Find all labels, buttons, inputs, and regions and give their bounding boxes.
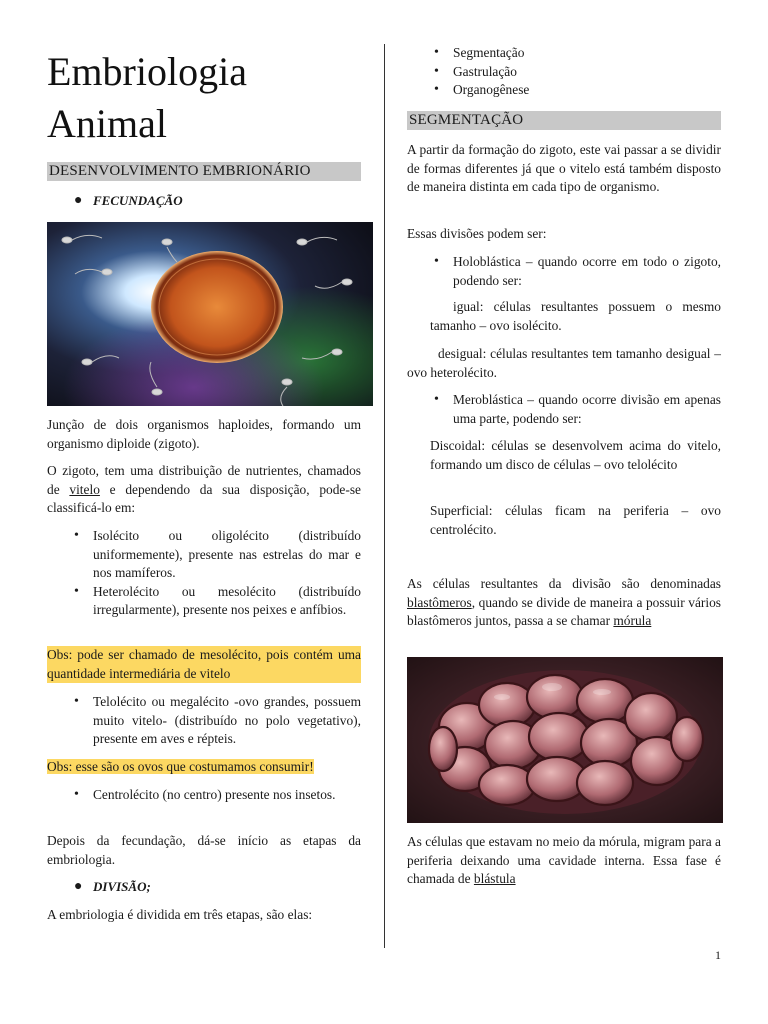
bullet-icon: • <box>434 254 439 269</box>
fertilization-image <box>47 222 373 406</box>
paragraph-etapas: A embriologia é dividida em três etapas, são elas: <box>47 907 313 922</box>
paragraph-desigual: desigual: células resultantes tem tamanho desigual – ovo heterolécito. <box>407 346 721 380</box>
bullet-icon: ● <box>74 193 83 208</box>
section-header-desenvolvimento: DESENVOLVIMENTO EMBRIONÁRIO <box>47 162 361 181</box>
paragraph-discoidal: Discoidal: células se desenvolvem acima do vitelo, formando um disco de células – ovo telolécito <box>430 438 721 472</box>
column-divider <box>384 44 385 948</box>
morula-image <box>407 657 723 823</box>
term-blastula: blástula <box>473 871 516 886</box>
paragraph-blastomeros: As células resultantes da divisão são denominadas blastômeros, quando se divide de maneira a possuir vários blastômeros juntos, passa a se chamar mórula <box>407 576 721 628</box>
title-line-1: Embriologia <box>47 49 247 94</box>
list-item-heterolecito: • Heterolécito ou mesolécito (distribuído irregularmente), presente nos peixes e anfíbios. <box>74 583 361 617</box>
list-item-step: • Segmentação <box>407 44 721 63</box>
bullet-icon: • <box>74 583 79 599</box>
meroblastica-list <box>407 391 721 428</box>
bullet-icon: • <box>74 787 79 802</box>
list-item-holoblastica: • Holoblástica – quando ocorre em todo o zigoto, podendo ser: <box>434 254 721 288</box>
bullet-icon: • <box>434 45 439 60</box>
list-item-centrolecito: • Centrolécito (no centro) presente nos insetos. <box>47 786 361 805</box>
holoblastica-list <box>407 253 721 290</box>
list-item-telolecito: • Telolécito ou megalécito -ovo grandes, possuem muito vitelo- (distribuído no polo vegetativo), presente em aves e répteis. <box>74 694 361 746</box>
term-morula: mórula <box>613 613 652 628</box>
page-number: 1 <box>715 948 721 962</box>
bullet-icon: • <box>74 694 79 709</box>
paragraph-igual: igual: células resultantes possuem o mesmo tamanho – ovo isolécito. <box>430 299 721 333</box>
paragraph-formacao: A partir da formação do zigoto, este vai passar a se dividir de formas diferentes já que o vitelo está também disposto de maneira distinta em cada tipo de organismo. <box>407 142 721 194</box>
bullet-icon: • <box>434 392 439 407</box>
divisao-heading: ● DIVISÃO; <box>47 878 361 897</box>
egg-type-list-2 <box>47 693 361 749</box>
paragraph-blastula: As células que estavam no meio da mórula, migram para a periferia deixando uma cavidade interna. Essa fase é chamada de blástula <box>407 834 721 886</box>
paragraph-zigoto: O zigoto, tem uma distribuição de nutrientes, chamados de vitelo e dependendo da sua disposição, pode-se classificá-lo em: <box>47 463 361 515</box>
bullet-icon: • <box>434 82 439 97</box>
morula-illustration <box>407 657 723 823</box>
fecundacao-heading: ● FECUNDAÇÃO <box>47 192 361 211</box>
obs-note-ovos: Obs: esse são os ovos que costumamos consumir! <box>47 759 314 774</box>
steps-list <box>407 44 721 100</box>
egg-type-list-1 <box>47 527 361 620</box>
list-item-step: • Organogênese <box>407 81 721 100</box>
term-blastomeros: blastômeros <box>407 594 472 610</box>
list-item-isolecito: • Isolécito ou oligolécito (distribuído uniformemente), presente nas estrelas do mar e nos mamíferos. <box>74 528 361 580</box>
obs-note-mesolecito: Obs: pode ser chamado de mesolécito, pois contém uma quantidade intermediária de vitelo <box>47 646 361 683</box>
bullet-icon: • <box>74 528 79 543</box>
fertilization-illustration <box>47 222 373 406</box>
list-item-meroblastica: • Meroblástica – quando ocorre divisão em apenas uma parte, podendo ser: <box>434 392 721 426</box>
title-line-2: Animal <box>47 101 167 146</box>
paragraph-divisoes: Essas divisões podem ser: <box>407 226 547 241</box>
paragraph-depois: Depois da fecundação, dá-se início as etapas da embriologia. <box>47 833 361 867</box>
list-item-step: • Gastrulação <box>407 63 721 82</box>
bullet-icon: ● <box>74 879 83 894</box>
section-header-segmentacao: SEGMENTAÇÃO <box>407 111 721 130</box>
paragraph-superficial: Superficial: células ficam na periferia – ovo centrolécito. <box>430 503 721 537</box>
paragraph-juncao: Junção de dois organismos haploides, formando um organismo diploide (zigoto). <box>47 417 361 451</box>
egg-type-list-3 <box>47 786 361 805</box>
term-vitelo: vitelo <box>69 481 100 497</box>
bullet-icon: • <box>434 63 439 79</box>
page-title <box>47 46 247 150</box>
